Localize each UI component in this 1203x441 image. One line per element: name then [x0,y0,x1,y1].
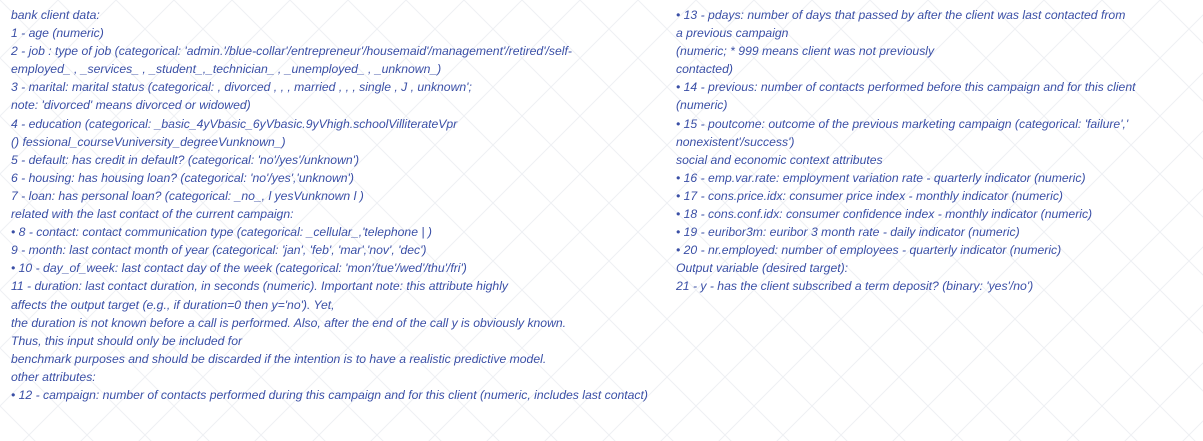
attribute-marital-note: note: 'divorced' means divorced or widowed) [11,98,251,113]
section-heading-bank-client-data: bank client data: [11,8,100,22]
attribute-duration-note-2: the duration is not known before a call is performed. Also, after the end of the call y is obviously known. [11,315,567,330]
attribute-pdays-continued: a previous campaign [676,26,789,41]
attribute-y-target: 21 - y - has the client subscribed a term deposit? (binary: 'yes'/no') [676,279,1034,294]
attribute-default: 5 - default: has credit in default? (categorical: 'no'/yes'/unknown') [11,152,360,167]
attribute-housing: 6 - housing: has housing loan? (categorical: 'no'/yes','unknown') [11,170,354,185]
attribute-education: 4 - education (categorical: _basic_4yVbasic_6yVbasic.9yVhigh.schoolVilliterateVpr [11,116,458,131]
attribute-age: 1 - age (numeric) [11,26,104,41]
attribute-day-of-week: • 10 - day_of_week: last contact day of the week (categorical: 'mon'/tue'/wed'/thu'/fri') [11,261,467,276]
attribute-emp-var-rate: • 16 - emp.var.rate: employment variation rate - quarterly indicator (numeric) [676,170,1086,185]
attribute-pdays-note-continued: contacted) [676,62,733,77]
attribute-loan: 7 - loan: has personal loan? (categorical: _no_, l yesVunknown l ) [11,188,364,203]
attribute-cons-price-idx: • 17 - cons.price.idx: consumer price index - monthly indicator (numeric) [676,188,1063,203]
section-heading-output-variable: Output variable (desired target): [676,261,849,276]
attribute-job-continued: employed_ , _services_ , _student_,_technician_ , _unemployed_ , _unknown_) [11,62,442,77]
attribute-poutcome: • 15 - poutcome: outcome of the previous marketing campaign (categorical: 'failure',' [676,116,1129,131]
attribute-duration: 11 - duration: last contact duration, in seconds (numeric). Important note: this attribute highly [11,279,509,294]
attribute-contact: • 8 - contact: contact communication type (categorical: _cellular_,'telephone | ) [11,225,432,240]
attribute-pdays: • 13 - pdays: number of days that passed by after the client was last contacted from [676,8,1126,22]
attribute-previous: • 14 - previous: number of contacts performed before this campaign and for this client [676,80,1136,95]
attribute-cons-conf-idx: • 18 - cons.conf.idx: consumer confidence index - monthly indicator (numeric) [676,207,1093,222]
attribute-duration-note-3: Thus, this input should only be included for [11,333,243,348]
right-text-column [676,6,1196,296]
attribute-duration-note-1: affects the output target (e.g., if duration=0 then y='no'). Yet, [11,297,335,312]
section-heading-other-attributes: other attributes: [11,369,96,384]
attribute-pdays-note: (numeric; * 999 means client was not previously [676,44,935,59]
attribute-marital: 3 - marital: marital status (categorical: , divorced , , , married , , , single , J , unknown'; [11,80,472,95]
attribute-education-continued: () fessional_courseVuniversity_degreeVunknown_) [11,134,286,149]
attribute-nr-employed: • 20 - nr.employed: number of employees - quarterly indicator (numeric) [676,243,1062,258]
attribute-euribor3m: • 19 - euribor3m: euribor 3 month rate - daily indicator (numeric) [676,225,1020,240]
attribute-previous-continued: (numeric) [676,98,728,113]
attribute-month: 9 - month: last contact month of year (categorical: 'jan', 'feb', 'mar','nov', 'dec') [11,243,427,258]
attribute-campaign: • 12 - campaign: number of contacts performed during this campaign and for this client (numeric, includes last contact) [11,387,648,402]
attribute-duration-note-4: benchmark purposes and should be discarded if the intention is to have a realistic predictive model. [11,351,547,366]
attribute-job: 2 - job : type of job (categorical: 'admin.'/blue-collar'/entrepreneur'/housemaid'/management'/retired'/self- [11,44,572,59]
section-heading-social-economic: social and economic context attributes [676,152,883,167]
section-heading-last-contact: related with the last contact of the current campaign: [11,207,294,222]
left-text-column [11,6,751,404]
attribute-poutcome-continued: nonexistent'/success') [676,134,795,149]
